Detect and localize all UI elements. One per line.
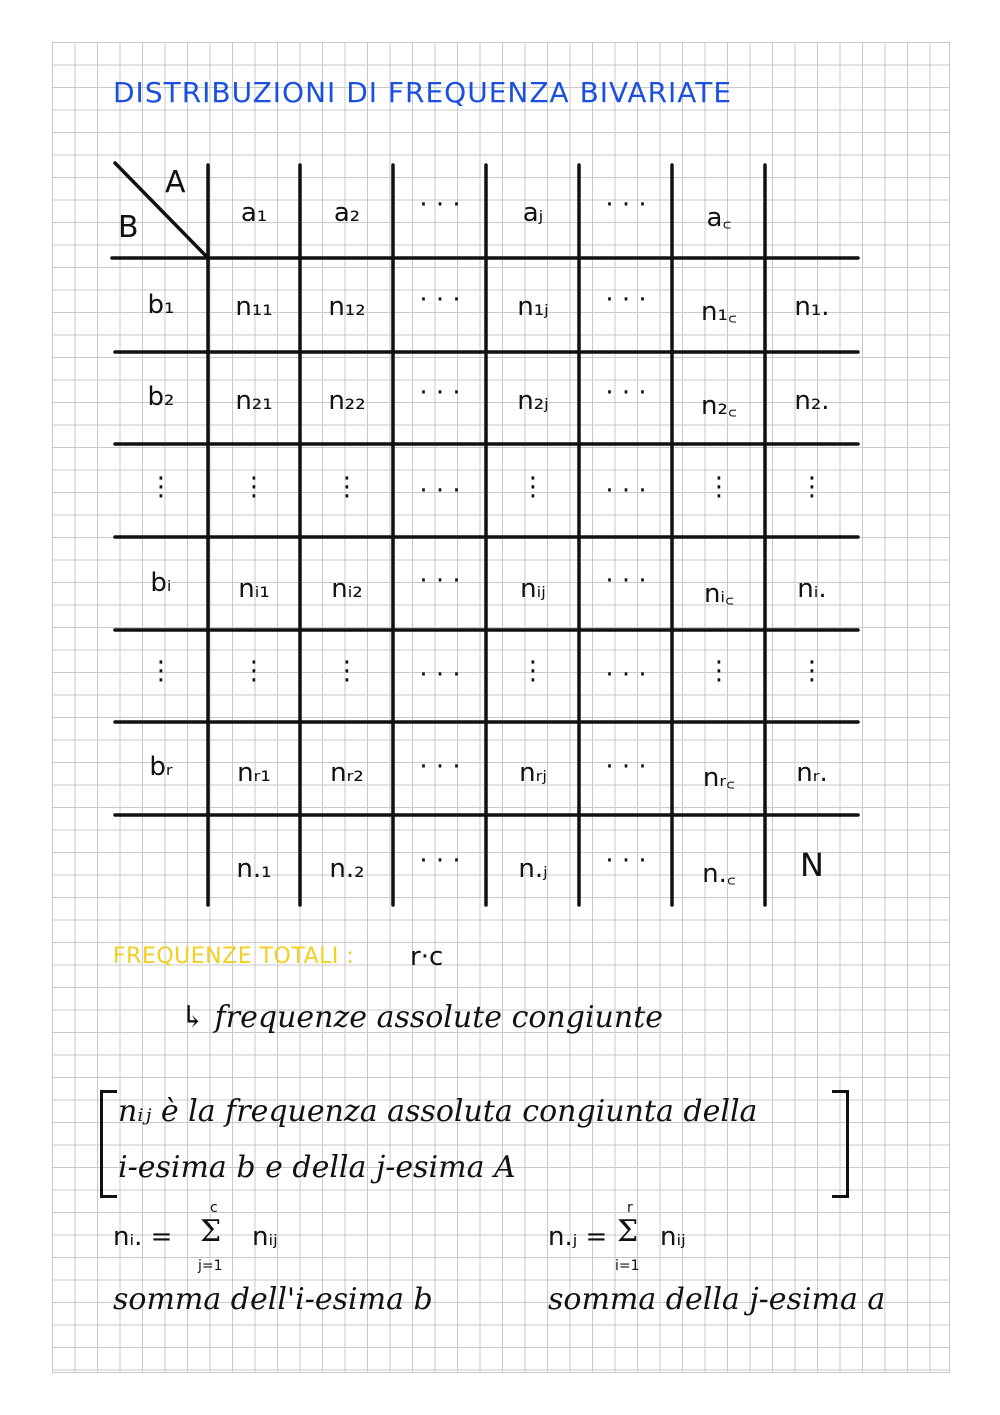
formula-col-sum-top: r: [627, 1200, 633, 1216]
table-cell: n₂ⱼ: [517, 386, 549, 416]
table-cell: ⋮: [334, 472, 360, 502]
definition-line-1: nᵢⱼ è la frequenza assoluta congiunta della: [118, 1094, 758, 1129]
table-cell: ⋮: [706, 472, 732, 502]
formula-row-rhs: nᵢⱼ: [252, 1222, 278, 1252]
table-cell: ⋮: [241, 656, 267, 686]
totals-value: r·c: [410, 942, 444, 972]
col-header: a₁: [240, 198, 268, 228]
table-cell: nᵢ₁: [238, 574, 270, 604]
caption-row-sum: somma dell'i-esima b: [113, 1282, 433, 1317]
table-cell: nᵣ₁: [237, 758, 271, 788]
table-cell: bᵢ: [150, 568, 172, 598]
col-header: a꜀: [706, 203, 732, 233]
table-cell: n₂₂: [328, 386, 366, 416]
table-cell: n.꜀: [702, 859, 736, 889]
table-cell: n₁.: [794, 292, 830, 322]
formula-col-lhs: n.ⱼ =: [548, 1222, 608, 1252]
caption-col-sum: somma della j-esima a: [548, 1282, 886, 1317]
table-cell: · · ·: [605, 846, 647, 876]
col-header: · · ·: [605, 190, 647, 220]
table-cell: nᵢⱼ: [520, 574, 546, 604]
sigma-icon: Σ: [617, 1214, 639, 1249]
table-cell: nᵢ꜀: [703, 579, 735, 609]
table-cell: ⋮: [799, 472, 825, 502]
table-cell: n₁₁: [235, 292, 273, 322]
table-cell: ⋮: [799, 656, 825, 686]
table-cell: ⋮: [706, 656, 732, 686]
table-cell: nᵣ꜀: [702, 763, 736, 793]
table-cell: · · ·: [419, 752, 461, 782]
totals-label: FREQUENZE TOTALI :: [113, 944, 355, 969]
formula-col-sum-bottom: i=1: [615, 1258, 640, 1274]
table-cell: n₂.: [794, 386, 830, 416]
table-cell: nᵣⱼ: [519, 758, 547, 788]
table-cell: · · ·: [419, 378, 461, 408]
definition-line-2: i-esima b e della j-esima A: [118, 1150, 516, 1185]
table-cell: ⋮: [148, 656, 174, 686]
table-cell: ⋮: [520, 472, 546, 502]
table-cell: n.ⱼ: [518, 854, 548, 884]
table-cell: n.₂: [329, 854, 365, 884]
formula-col-rhs: nᵢⱼ: [660, 1222, 686, 1252]
table-cell: · · ·: [419, 476, 461, 506]
table-cell: ⋮: [520, 656, 546, 686]
table-cell: nᵣ₂: [330, 758, 364, 788]
table-cell: · · ·: [605, 285, 647, 315]
table-cell: b₁: [147, 290, 175, 320]
right-bracket: [832, 1090, 849, 1198]
table-cell: · · ·: [605, 566, 647, 596]
table-cell: · · ·: [419, 660, 461, 690]
col-header: · · ·: [419, 190, 461, 220]
table-cell: n₂₁: [235, 386, 273, 416]
table-cell: n₁₂: [328, 292, 366, 322]
table-cell: nᵢ.: [797, 574, 827, 604]
table-cell: · · ·: [605, 378, 647, 408]
table-cell: · · ·: [419, 285, 461, 315]
table-cell: · · ·: [605, 660, 647, 690]
left-bracket: [100, 1090, 117, 1198]
corner-row-var: B: [118, 210, 139, 245]
page-title: DISTRIBUZIONI DI FREQUENZA BIVARIATE: [113, 76, 733, 109]
formula-row-sum-bottom: j=1: [198, 1258, 223, 1274]
table-cell: · · ·: [419, 846, 461, 876]
table-cell: n₁ⱼ: [517, 292, 549, 322]
table-cell: ⋮: [148, 472, 174, 502]
col-header: aⱼ: [522, 198, 544, 228]
table-cell: b₂: [147, 382, 175, 412]
table-cell: n₁꜀: [701, 297, 737, 327]
table-cell-grand-total: N: [800, 846, 824, 884]
formula-row-sum-top: c: [210, 1200, 218, 1216]
sigma-icon: Σ: [200, 1214, 222, 1249]
col-header: a₂: [333, 198, 361, 228]
table-cell: · · ·: [605, 752, 647, 782]
table-cell: bᵣ: [149, 752, 173, 782]
arrow-note: ↳ frequenze assolute congiunte: [180, 1000, 664, 1035]
table-cell: nᵣ.: [796, 758, 828, 788]
formula-row-lhs: nᵢ. =: [113, 1222, 173, 1252]
table-cell: nᵢ₂: [331, 574, 363, 604]
table-cell: ⋮: [334, 656, 360, 686]
table-cell: · · ·: [605, 476, 647, 506]
table-cell: n.₁: [236, 854, 272, 884]
table-cell: · · ·: [419, 566, 461, 596]
corner-col-var: A: [165, 165, 186, 200]
table-cell: n₂꜀: [701, 391, 737, 421]
table-cell: ⋮: [241, 472, 267, 502]
